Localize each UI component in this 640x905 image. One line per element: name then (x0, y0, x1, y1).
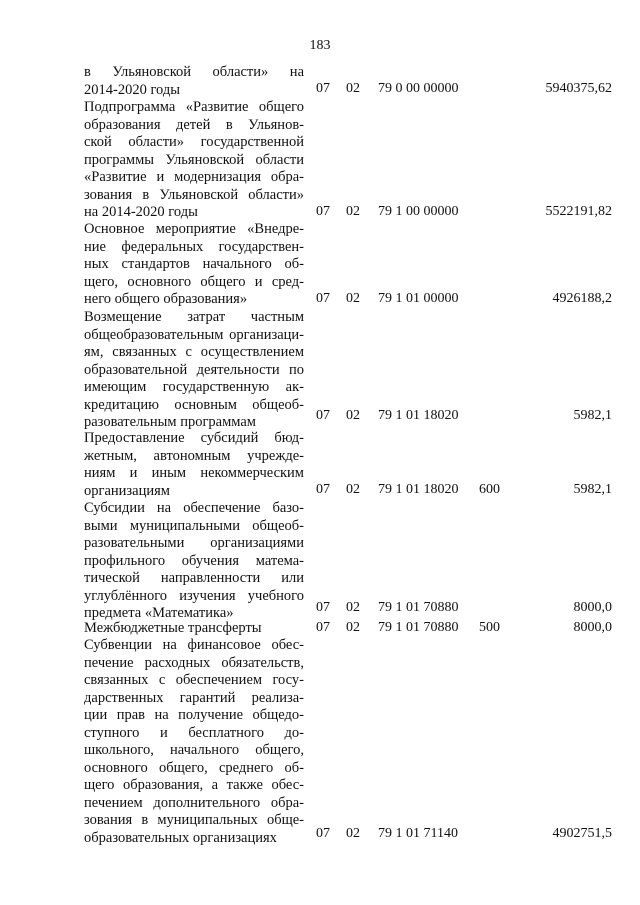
section-code: 07 (316, 620, 330, 635)
description-line: зования в муниципальных обще- (84, 812, 304, 828)
description-line: имеющим государственную ак- (84, 379, 304, 395)
description-line: образования детей в Ульянов- (84, 116, 304, 133)
subsection-code: 02 (346, 482, 360, 497)
description-line: углублённого изучения учебного (84, 587, 304, 604)
description-line: профильного обучения матема- (84, 552, 304, 569)
description-line: 2014-2020 годы (84, 81, 180, 98)
description-line: организациям (84, 482, 170, 499)
section-code: 07 (316, 204, 330, 219)
amount: 5940375,62 (545, 81, 612, 96)
description-line: Субсидии на обеспечение базо- (84, 500, 304, 516)
target-article-code: 79 1 01 00000 (378, 291, 459, 306)
amount: 4926188,2 (552, 291, 612, 306)
description-line: щего образования, а также обес- (84, 777, 304, 793)
target-article-code: 79 1 01 18020 (378, 408, 459, 423)
amount: 5522191,82 (545, 204, 612, 219)
subsection-code: 02 (346, 81, 360, 96)
description-line: «Развитие и модернизация обра- (84, 169, 304, 185)
expense-type-code: 600 (479, 482, 500, 497)
section-code: 07 (316, 482, 330, 497)
section-code: 07 (316, 81, 330, 96)
subsection-code: 02 (346, 826, 360, 841)
description-line: программы Ульяновской области (84, 151, 304, 168)
description-line: ции прав на получение общедо- (84, 707, 304, 723)
subsection-code: 02 (346, 204, 360, 219)
target-article-code: 79 1 01 70880 (378, 600, 459, 615)
description-line: Основное мероприятие «Внедре- (84, 221, 304, 237)
description-line: кредитацию основным общеоб- (84, 396, 304, 413)
row-description (84, 99, 304, 222)
description-line: Подпрограмма «Развитие общего (84, 99, 304, 115)
description-line: Предоставление субсидий бюд- (84, 430, 304, 446)
description-line: разовательным программам (84, 414, 256, 430)
expense-type-code: 500 (479, 620, 500, 635)
description-line: образовательных организациях (84, 829, 277, 846)
subsection-code: 02 (346, 291, 360, 306)
description-line: тической направленности или (84, 570, 304, 586)
subsection-code: 02 (346, 600, 360, 615)
description-line: него общего образования» (84, 291, 248, 307)
subsection-code: 02 (346, 620, 360, 635)
target-article-code: 79 1 01 18020 (378, 482, 459, 497)
description-line: печением дополнительного обра- (84, 794, 304, 811)
row-description (84, 64, 304, 99)
description-line: выми муниципальными общеоб- (84, 517, 304, 534)
target-article-code: 79 0 00 00000 (378, 81, 459, 96)
section-code: 07 (316, 600, 330, 615)
page-number: 183 (309, 38, 331, 53)
row-description (84, 637, 304, 847)
description-line: Субвенции на финансовое обес- (84, 637, 304, 653)
subsection-code: 02 (346, 408, 360, 423)
description-line: Межбюджетные трансферты (84, 620, 262, 636)
target-article-code: 79 1 00 00000 (378, 204, 459, 219)
target-article-code: 79 1 01 70880 (378, 620, 459, 635)
row-description (84, 309, 304, 432)
description-line: общеобразовательным организаци- (84, 326, 304, 343)
description-line: разовательными организациями (84, 535, 304, 551)
section-code: 07 (316, 291, 330, 306)
description-line: зования в Ульяновской области» (84, 186, 304, 203)
description-line: щего, основного общего и сред- (84, 273, 304, 290)
description-line: образовательной деятельности по (84, 361, 304, 378)
row-description (84, 430, 304, 500)
amount: 8000,0 (573, 600, 612, 615)
description-line: предмета «Математика» (84, 605, 234, 621)
description-line: Возмещение затрат частным (84, 309, 304, 325)
description-line: ям, связанных с осуществлением (84, 344, 304, 360)
row-description (84, 221, 304, 309)
description-line: ступного и бесплатного до- (84, 724, 304, 741)
description-line: печение расходных обязательств, (84, 654, 304, 671)
amount: 5982,1 (573, 482, 612, 497)
section-code: 07 (316, 408, 330, 423)
amount: 8000,0 (573, 620, 612, 635)
description-line: жетным, автономным учрежде- (84, 447, 304, 464)
description-line: дарственных гарантий реализа- (84, 689, 304, 706)
amount: 5982,1 (573, 408, 612, 423)
description-line: в Ульяновской области» на (84, 64, 304, 80)
description-line: школьного, начального общего, (84, 742, 304, 758)
description-line: связанных с обеспечением госу- (84, 672, 304, 688)
description-line: ных стандартов начального об- (84, 256, 304, 272)
row-description (84, 500, 304, 623)
description-line: основного общего, среднего об- (84, 759, 304, 776)
description-line: ской области» государственной (84, 134, 304, 150)
row-description (84, 620, 304, 638)
description-line: ние федеральных государствен- (84, 238, 304, 255)
target-article-code: 79 1 01 71140 (378, 826, 458, 841)
section-code: 07 (316, 826, 330, 841)
description-line: на 2014-2020 годы (84, 204, 198, 220)
amount: 4902751,5 (552, 826, 612, 841)
description-line: ниям и иным некоммерческим (84, 465, 304, 481)
